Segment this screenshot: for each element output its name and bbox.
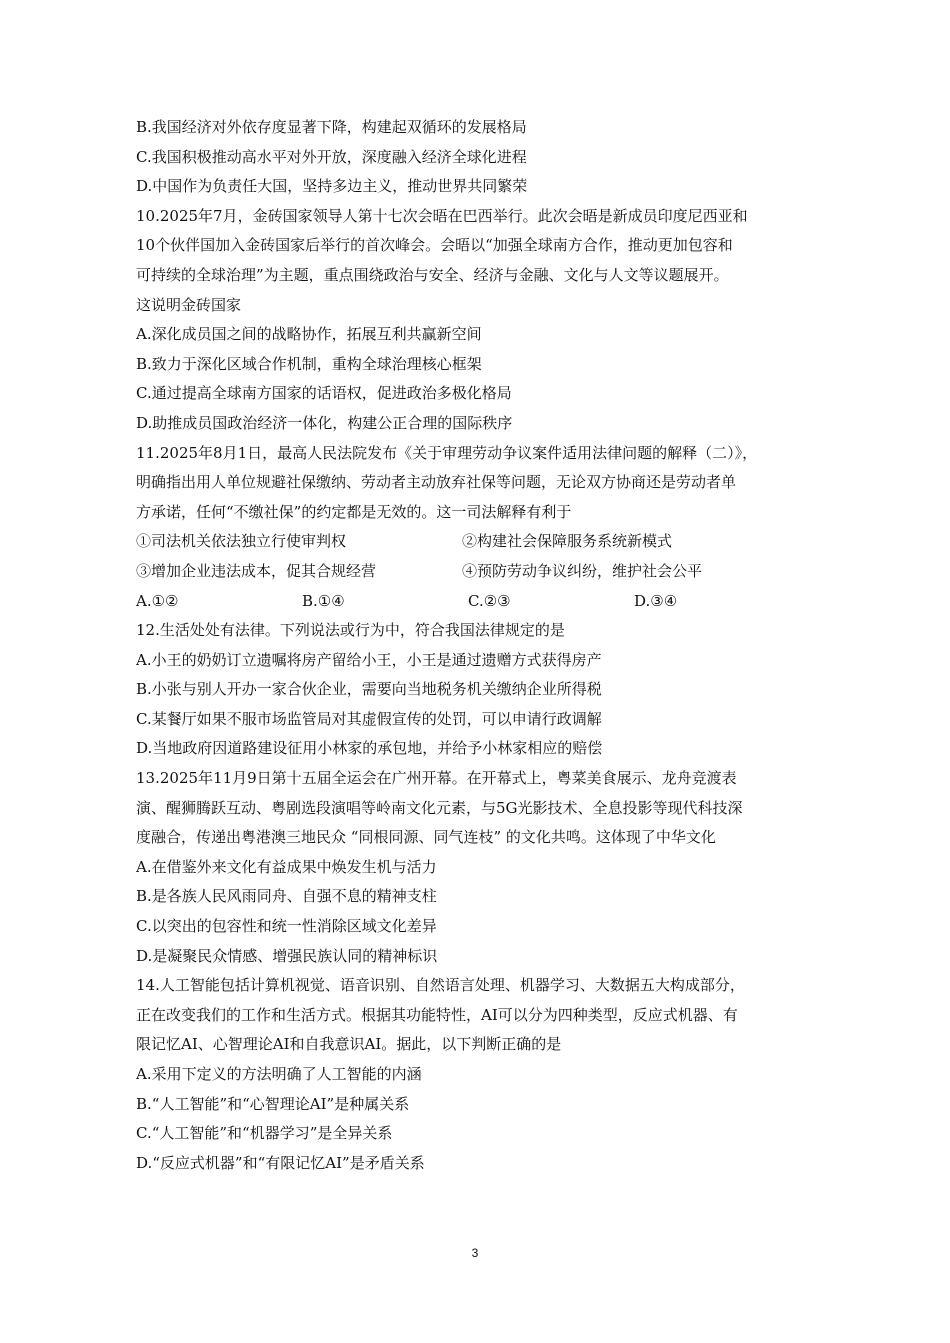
q9-option-d: D.中国作为负责任大国，坚持多边主义，推动世界共同繁荣 — [136, 177, 528, 196]
q11-stem-line: 方承诺，任何“不缴社保”的约定都是无效的。这一司法解释有利于 — [136, 502, 572, 521]
q9-option-c: C.我国积极推动高水平对外开放，深度融入经济全球化进程 — [136, 147, 527, 166]
q14-stem-line: 限记忆AI、心智理论AI和自我意识AI。据此，以下判断正确的是 — [136, 1035, 562, 1054]
q13-option-c: C.以突出的包容性和统一性消除区域文化差异 — [136, 917, 437, 936]
q9-option-b: B.我国经济对外依存度显著下降，构建起双循环的发展格局 — [136, 118, 527, 136]
q13-stem-line: 13.2025年11月9日第十五届全运会在广州开幕。在开幕式上，粤菜美食展示、龙舟竞渡表 — [136, 769, 737, 788]
q10-option-a: A.深化成员国之间的战略协作，拓展互利共赢新空间 — [136, 325, 482, 344]
q11-stem-line: 11.2025年8月1日，最高人民法院发布《关于审理劳动争议案件适用法律问题的解释（二）》， — [136, 443, 758, 462]
q11-option-d: D.③④ — [634, 591, 678, 610]
page-content — [136, 113, 816, 1178]
q13-stem-line: 度融合，传递出粤港澳三地民众 “同根同源、同气连枝” 的文化共鸣。这体现了中华文化 — [136, 828, 716, 847]
q12-option-d: D.当地政府因道路建设征用小林家的承包地，并给予小林家相应的赔偿 — [136, 739, 603, 758]
q14-stem-line: 14.人工智能包括计算机视觉、语音识别、自然语言处理、机器学习、大数据五大构成部分， — [136, 976, 745, 995]
q14-option-a: A.采用下定义的方法明确了人工智能的内涵 — [136, 1065, 422, 1083]
q13-stem-line: 演、醒狮腾跃互动、粤剧选段演唱等岭南文化元素，与5G光影技术、全息投影等现代科技深 — [136, 798, 743, 817]
q14-stem-line: 正在改变我们的工作和生活方式。根据其功能特性，AI可以分为四种类型，反应式机器、有 — [136, 1005, 738, 1024]
q11-statement-1: ①司法机关依法独立行使审判权 — [136, 532, 347, 551]
q12-option-c: C.某餐厅如果不服市场监管局对其虚假宣传的处罚，可以申请行政调解 — [136, 709, 602, 728]
q11-option-a: A.①② — [136, 591, 179, 610]
q11-statements-row — [136, 527, 816, 557]
q12-option-b: B.小张与别人开办一家合伙企业，需要向当地税务机关缴纳企业所得税 — [136, 680, 602, 699]
q11-statement-2: ②构建社会保障服务系统新模式 — [462, 532, 673, 551]
q10-option-d: D.助推成员国政治经济一体化，构建公正合理的国际秩序 — [136, 413, 513, 432]
q11-option-c: C.②③ — [468, 591, 511, 610]
q14-option-b: B.“人工智能”和“心智理论AI”是种属关系 — [136, 1094, 410, 1113]
q10-option-b: B.致力于深化区域合作机制，重构全球治理核心框架 — [136, 354, 482, 373]
q14-option-c: C.“人工智能”和“机器学习”是全异关系 — [136, 1124, 393, 1143]
q13-option-a: A.在借鉴外来文化有益成果中焕发生机与活力 — [136, 857, 437, 876]
q10-stem-line: 10个伙伴国加入金砖国家后举行的首次峰会。会晤以“加强全球南方合作，推动更加包容和 — [136, 236, 733, 255]
q13-option-b: B.是各族人民风雨同舟、自强不息的精神支柱 — [136, 887, 437, 906]
q10-option-c: C.通过提高全球南方国家的话语权，促进政治多极化格局 — [136, 384, 512, 403]
q11-statements-row — [136, 557, 816, 587]
q11-statement-4: ④预防劳动争议纠纷，维护社会公平 — [462, 561, 703, 580]
q12-stem: 12.生活处处有法律。下列说法或行为中，符合我国法律规定的是 — [136, 621, 565, 640]
q11-options-row — [136, 587, 816, 617]
page-number: 3 — [471, 1246, 479, 1260]
q10-stem-line: 可持续的全球治理”为主题，重点围绕政治与安全、经济与金融、文化与人文等议题展开。 — [136, 265, 729, 284]
q10-stem-line: 这说明金砖国家 — [136, 295, 242, 314]
q11-statement-3: ③增加企业违法成本，促其合规经营 — [136, 561, 377, 580]
q13-option-d: D.是凝聚民众情感、增强民族认同的精神标识 — [136, 946, 438, 965]
q11-option-b: B.①④ — [302, 591, 345, 610]
q14-option-d: D.“反应式机器”和“有限记忆AI”是矛盾关系 — [136, 1153, 425, 1172]
q10-stem-line: 10.2025年7月，金砖国家领导人第十七次会晤在巴西举行。此次会晤是新成员印度尼西亚和 — [136, 206, 748, 225]
q12-option-a: A.小王的奶奶订立遗嘱将房产留给小王，小王是通过遗赠方式获得房产 — [136, 650, 602, 669]
q11-stem-line: 明确指出用人单位规避社保缴纳、劳动者主动放弃社保等问题，无论双方协商还是劳动者单 — [136, 473, 737, 492]
